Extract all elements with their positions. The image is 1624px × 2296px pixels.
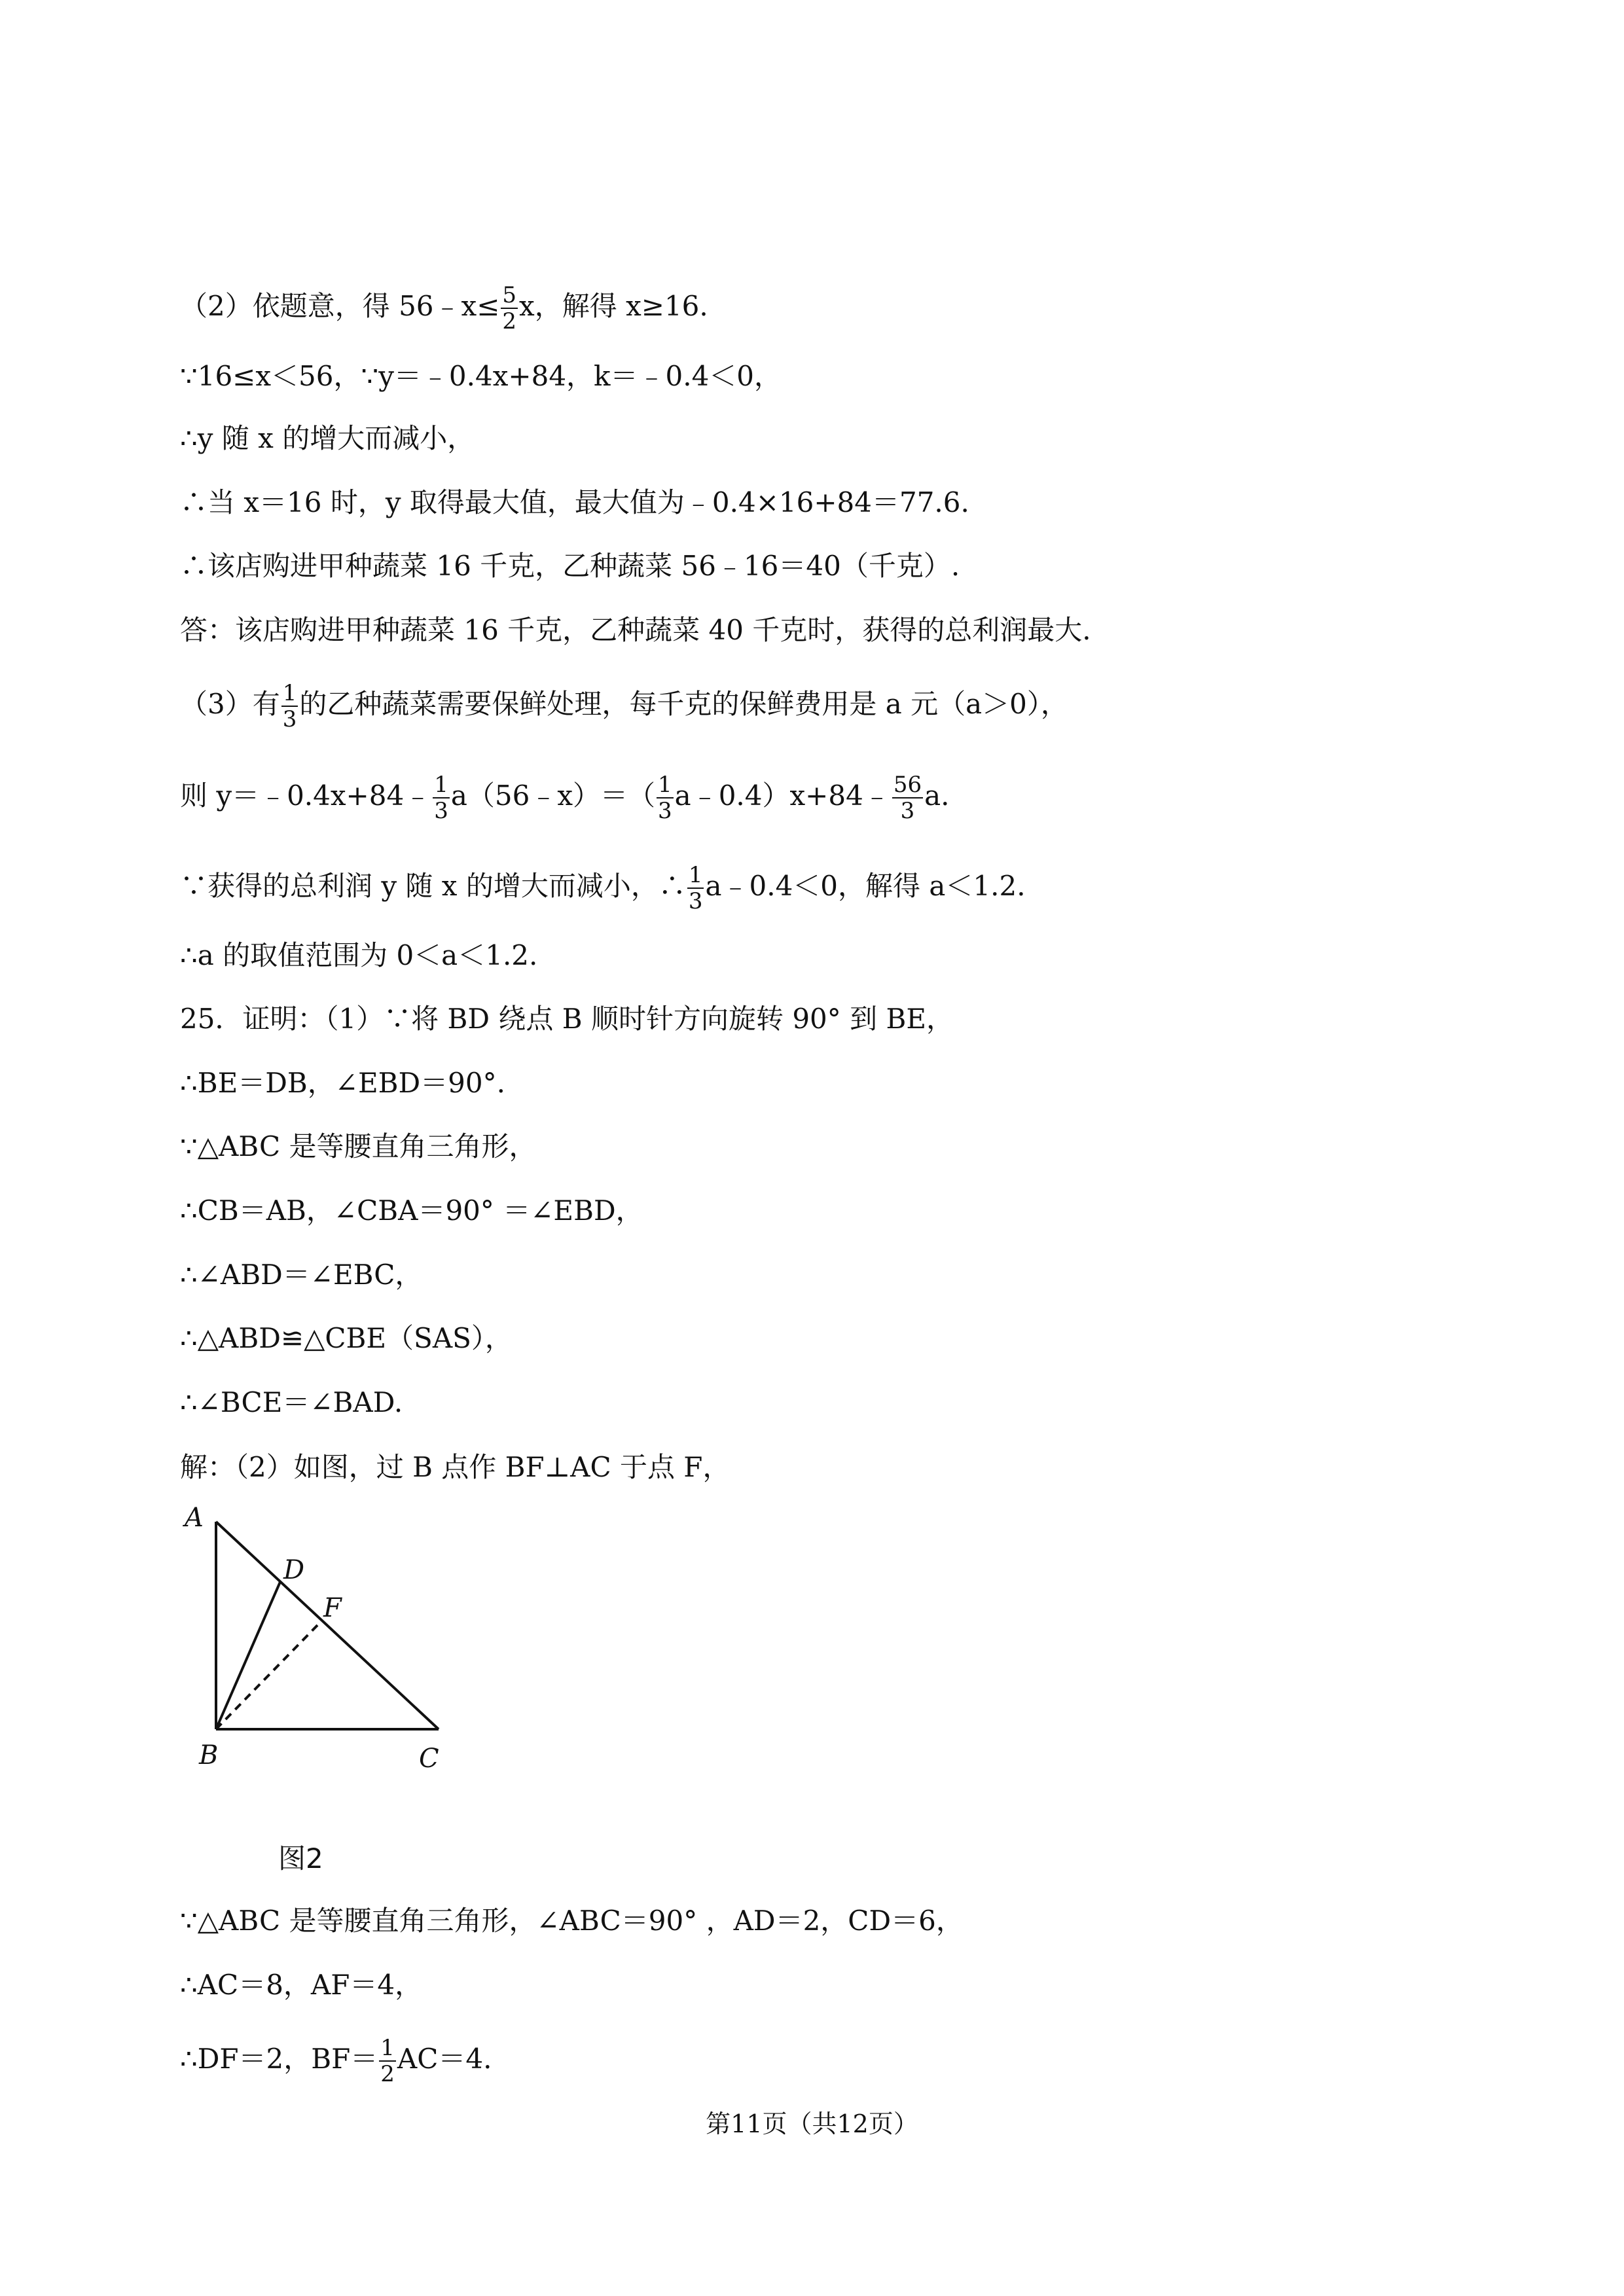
figure-caption: 图2 <box>278 1842 323 1874</box>
solution-line: ∴AC＝8，AF＝4， <box>180 1969 423 2001</box>
q25-proof-start: 25．证明：（1）∵将 BD 绕点 B 顺时针方向旋转 90° 到 BE， <box>180 1003 954 1035</box>
solution-line <box>180 2036 492 2087</box>
part3-equation <box>180 772 949 823</box>
text: ∵获得的总利润 y 随 x 的增大而减小，∴ <box>180 870 686 902</box>
line-purchase: ∴该店购进甲种蔬菜 16 千克，乙种蔬菜 56﹣16＝40（千克）. <box>180 550 960 582</box>
label-b: B <box>199 1740 219 1770</box>
proof-line: ∴∠ABD＝∠EBC， <box>180 1259 423 1291</box>
line-answer: 答：该店购进甲种蔬菜 16 千克，乙种蔬菜 40 千克时，获得的总利润最大. <box>180 614 1091 646</box>
part2-setup <box>180 283 708 334</box>
text: 的乙种蔬菜需要保鲜处理，每千克的保鲜费用是 a 元（a＞0）， <box>299 688 1068 720</box>
fraction: $\frac{1}{3}$ <box>434 772 448 824</box>
segment-bd <box>216 1582 280 1729</box>
part3-setup <box>180 681 1068 732</box>
label-f: F <box>323 1593 342 1623</box>
proof-line: ∵△ABC 是等腰直角三角形， <box>180 1130 537 1162</box>
text: （3）有 <box>180 688 280 720</box>
text: 则 y＝﹣0.4x+84﹣ <box>180 780 432 812</box>
segment-bf-dashed <box>216 1623 319 1729</box>
proof-line: ∴△ABD≌△CBE（SAS）， <box>180 1322 513 1354</box>
text: （2）依题意，得 56﹣x≤ <box>180 290 500 322</box>
text: AC＝4. <box>397 2043 492 2075</box>
line-range: ∵16≤x＜56，∵y＝﹣0.4x+84，k＝﹣0.4＜0， <box>180 360 782 392</box>
proof-line: ∴CB＝AB，∠CBA＝90° ＝∠EBD， <box>180 1194 643 1227</box>
solution-part2: 解：（2）如图，过 B 点作 BF⊥AC 于点 F， <box>180 1451 731 1483</box>
part3-range: ∴a 的取值范围为 0＜a＜1.2. <box>180 939 538 971</box>
part3-condition <box>180 863 1026 914</box>
text: a﹣0.4）x+84﹣ <box>674 780 891 812</box>
text: a﹣0.4＜0，解得 a＜1.2. <box>705 870 1026 902</box>
label-c: C <box>419 1744 439 1774</box>
page-footer: 第11页（共12页） <box>706 2109 918 2138</box>
fraction: $\frac{1}{3}$ <box>688 862 703 914</box>
fraction: $\frac{5}{2}$ <box>502 282 517 334</box>
segment-ac <box>216 1522 439 1729</box>
text: ∴DF＝2，BF＝ <box>180 2043 378 2075</box>
label-d: D <box>283 1555 305 1585</box>
text: a. <box>924 780 950 812</box>
fraction: $\frac{56}{3}$ <box>893 772 922 824</box>
label-a: A <box>185 1503 204 1533</box>
text: a（56﹣x）＝（ <box>450 780 656 812</box>
proof-line: ∴∠BCE＝∠BAD. <box>180 1386 403 1418</box>
text: x，解得 x≥16. <box>519 290 708 322</box>
fraction: $\frac{1}{3}$ <box>282 680 297 732</box>
triangle-figure <box>177 1499 465 1787</box>
line-decreasing: ∴y 随 x 的增大而减小， <box>180 422 475 454</box>
proof-line: ∴BE＝DB，∠EBD＝90°. <box>180 1067 505 1099</box>
solution-line: ∵△ABC 是等腰直角三角形，∠ABC＝90° ，AD＝2，CD＝6， <box>180 1905 964 1937</box>
fraction: $\frac{1}{2}$ <box>380 2035 395 2087</box>
line-max-value: ∴当 x＝16 时，y 取得最大值，最大值为﹣0.4×16+84＝77.6. <box>180 486 969 518</box>
fraction: $\frac{1}{3}$ <box>658 772 672 824</box>
